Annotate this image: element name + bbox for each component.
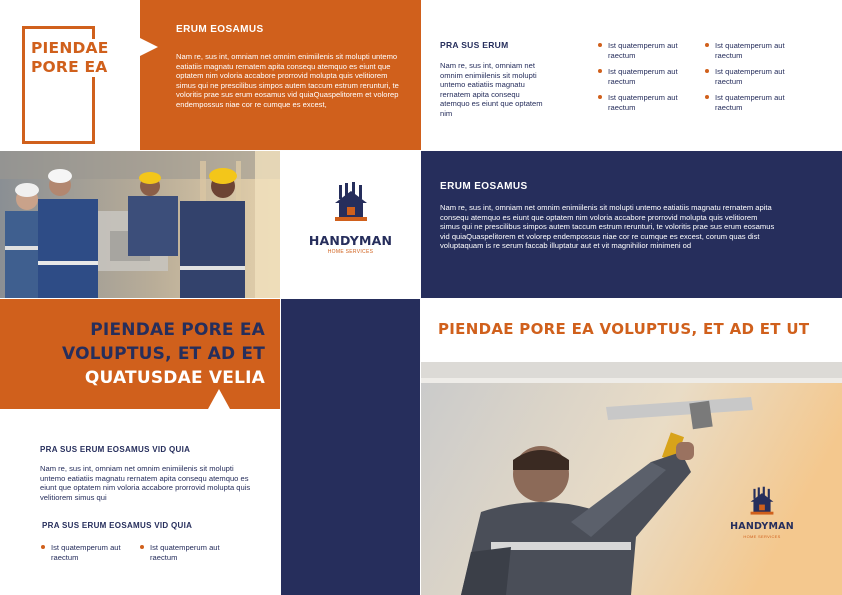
banner-line3: QUATUSDAE VELIA	[84, 368, 265, 388]
plastering-photo-illustration	[421, 362, 842, 595]
photo-logo-name: HANDYMAN	[730, 521, 794, 532]
top-left-title-line1: PIENDAE	[31, 39, 109, 57]
top-orange-pointer	[140, 38, 158, 56]
banner-line2: VOLUPTUS, ET AD ET	[62, 344, 265, 364]
list-item: Ist quatemperum aut raectum	[597, 67, 692, 86]
center-navy-strip	[281, 299, 420, 595]
banner-line1: PIENDAE PORE EA	[90, 320, 265, 340]
bottom-left-body: Nam re, sus int, omniam net omnim enimiilenis sit molupti untemo eatiatiis magnatu rernatem apita consequ atemquo es eiunt que optatem nim voloria accabore prorrovid molupta quis velitiorem simus qui	[40, 464, 251, 502]
middle-navy-heading: ERUM EOSAMUS	[440, 181, 528, 192]
middle-navy-body: Nam re, sus int, omniam net omnim enimiilenis sit molupti untemo eatiatiis magnatu rernatem apita consequ atemquo es eiunt que optatem nim voloria accabore prorrovid molupta quis velitiorem simus qui ne prescilibus simpos autem taccum estrum rerunturi, te voloritis prae sus erum eosamus vid quiaQuaspelitorem et volorep endempossus niae cor re cumque es excest, corum quas dist voluptaquam is re serum faccab illuptatur aut et vit magnihilior minimeni od	[440, 203, 775, 251]
logo-tagline: HOME SERVICES	[327, 249, 374, 255]
list-item: Ist quatemperum aut raectum	[139, 543, 234, 562]
top-left-title-line2: PORE EA	[31, 58, 108, 76]
orange-banner-pointer	[208, 389, 230, 409]
list-item: Ist quatemperum aut raectum	[704, 93, 799, 112]
top-right-body: Nam re, sus int, omniam net omnim enimiilenis sit molupti untemo eatiatiis magnatu rernatem apita consequ atemquo es eiunt que optatem nim	[440, 61, 543, 118]
logo-name: HANDYMAN	[308, 233, 393, 248]
bottom-left-heading-2: PRA SUS ERUM EOSAMUS VID QUIA	[42, 521, 193, 530]
house-tools-icon	[749, 486, 775, 516]
list-item: Ist quatemperum aut raectum	[597, 93, 692, 112]
workers-photo-illustration	[0, 151, 280, 298]
bottom-left-heading-1: PRA SUS ERUM EOSAMUS VID QUIA	[40, 445, 191, 454]
plastering-photo	[421, 362, 842, 595]
top-right-bullets-col1	[597, 41, 692, 120]
top-right-bullets-col2	[704, 41, 799, 120]
list-item: Ist quatemperum aut raectum	[40, 543, 135, 562]
photo-logo-tagline: HOME SERVICES	[743, 534, 781, 539]
top-orange-heading: ERUM EOSAMUS	[176, 24, 264, 35]
list-item: Ist quatemperum aut raectum	[597, 41, 692, 60]
bottom-left-bullets-col2	[139, 543, 234, 569]
list-item: Ist quatemperum aut raectum	[704, 41, 799, 60]
list-item: Ist quatemperum aut raectum	[704, 67, 799, 86]
bottom-left-bullets-col1	[40, 543, 135, 569]
house-tools-icon	[333, 181, 369, 223]
top-left-title	[30, 39, 110, 77]
top-orange-body: Nam re, sus int, omniam net omnim enimiilenis sit molupti untemo eatiatiis magnatu rernatem apita consequ atemquo es eiunt que optatem nim voloria accabore prorrovid molupta quis velitiorem simus qui ne prescilibus simpos autem taccum estrum rerunturi, te voloritis prae sus erum eosamus vid quiaQuaspelitorem et volorep endempossus niae cor re cumque es excest,	[176, 52, 399, 109]
logo-box	[281, 151, 420, 298]
bottom-right-heading: PIENDAE PORE EA VOLUPTUS, ET AD ET UT	[438, 320, 810, 338]
workers-photo	[0, 151, 280, 298]
orange-banner-title	[0, 318, 265, 390]
top-right-heading: PRA SUS ERUM	[440, 40, 509, 50]
